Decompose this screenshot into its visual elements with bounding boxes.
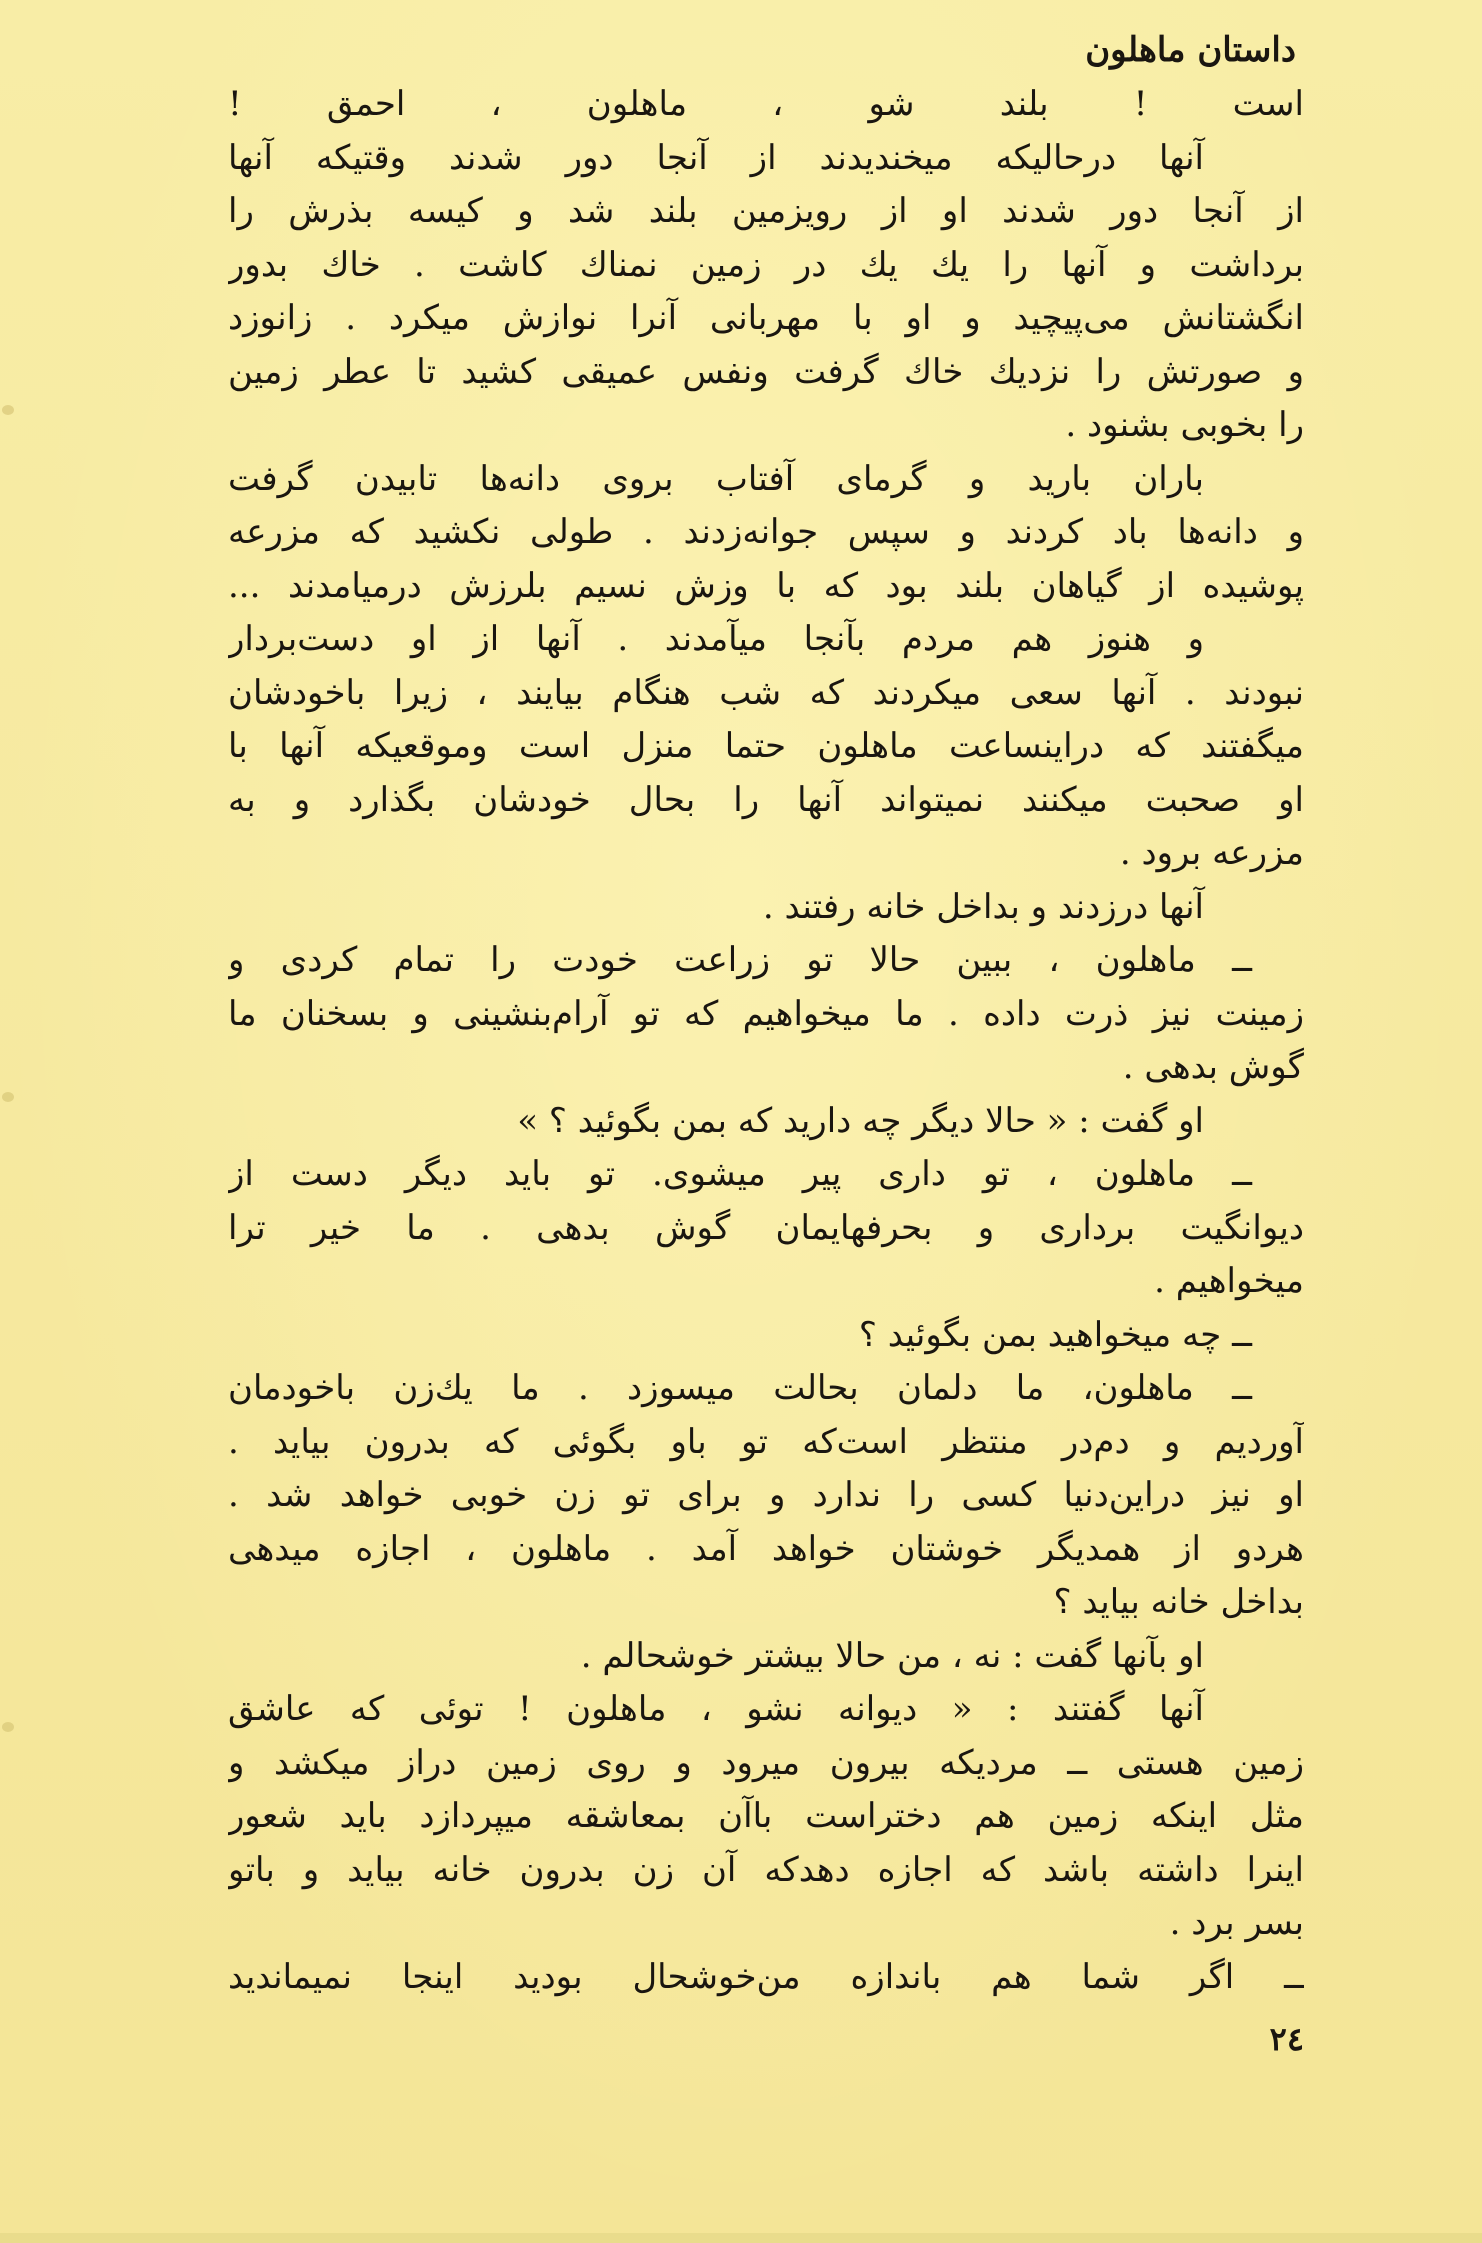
text-line: ــ ماهلون ، تو داری پیر میشوی. تو باید دیگر دست از — [228, 1154, 1252, 1194]
binding-hole — [2, 1092, 14, 1102]
text-line: او نیز دراین‌دنیا کسی را ندارد و برای تو زن خوبی خواهد شد . — [228, 1475, 1304, 1515]
text-line: از آنجا دور شدند او از رویزمین بلند شد و کیسه بذرش را — [228, 191, 1304, 231]
text-line: هردو از همدیگر خوشتان خواهد آمد . ماهلون ، اجازه میدهی — [228, 1528, 1304, 1569]
text-line: زمینت نیز ذرت داده . ما میخواهیم که تو آرام‌بنشینی و بسخنان ما — [228, 993, 1304, 1034]
text-line: میخواهیم . — [1154, 1261, 1304, 1301]
text-line: انگشتانش می‌پیچید و او با مهربانی آنرا نوازش میکرد . زانوزد — [228, 298, 1304, 338]
text-line: مزرعه برود . — [1119, 833, 1304, 873]
binding-hole — [2, 405, 14, 415]
binding-hole — [2, 1722, 14, 1732]
text-line: باران بارید و گرمای آفتاب بروی دانه‌ها تابیدن گرفت — [228, 458, 1204, 499]
text-line: و دانه‌ها باد کردند و سپس جوانه‌زدند . طولی نکشید که مزرعه — [228, 512, 1304, 552]
text-line: آوردیم و دم‌در منتظر است‌که تو باو بگوئی که بدرون بیاید . — [228, 1421, 1304, 1462]
text-line: آنها گفتند : « دیوانه نشو ، ماهلون ! توئی که عاشق — [228, 1689, 1204, 1729]
text-line: و هنوز هم مردم بآنجا میآمدند . آنها از او دست‌بردار — [228, 619, 1204, 659]
text-line: میگفتند که دراینساعت ماهلون حتما منزل است وموقعیکه آنها با — [228, 726, 1304, 766]
text-line: آنها درحالیکه میخندیدند از آنجا دور شدند وقتیکه آنها — [228, 137, 1204, 178]
page-number: ۲٤ — [1269, 2020, 1304, 2058]
text-line: آنها درزدند و بداخل خانه رفتند . — [762, 886, 1204, 927]
text-line: او صحبت میکنند نمیتواند آنها را بحال خودشان بگذارد و به — [228, 779, 1304, 820]
text-line: زمین هستی ــ مردیکه بیرون میرود و روی زمین دراز میکشد و — [228, 1742, 1304, 1783]
text-line: و صورتش را نزدیك خاك گرفت ونفس عمیقی کشید تا عطر زمین — [228, 351, 1304, 392]
text-line: گوش بدهی . — [1122, 1047, 1304, 1087]
text-line: پوشیده از گیاهان بلند بود که با وزش نسیم بلرزش درمیامدند ... — [228, 565, 1304, 606]
text-line: دیوانگیت برداری و بحرفهایمان گوش بدهی . ما خیر ترا — [228, 1207, 1304, 1248]
text-line: را بخوبی بشنود . — [1065, 405, 1304, 445]
text-line: برداشت و آنها را یك یك در زمین نمناك کاشت . خاك بدور — [228, 244, 1304, 285]
text-line: مثل اینکه زمین هم دختراست باآن بمعاشقه میپردازد باید شعور — [228, 1796, 1304, 1836]
running-head: داستان ماهلون — [1085, 30, 1296, 70]
text-line: بسر برد . — [1169, 1903, 1304, 1943]
page-edge — [0, 2233, 1482, 2243]
text-line: بداخل خانه بیاید ؟ — [1053, 1582, 1304, 1622]
text-line: ــ ماهلون، ما دلمان بحالت میسوزد . ما یك‌زن باخودمان — [228, 1368, 1252, 1408]
text-line: نبودند . آنها سعی میکردند که شب هنگام بیایند ، زیرا باخودشان — [228, 672, 1304, 713]
body-text — [228, 78, 1304, 2004]
text-line: ــ اگر شما هم باندازه من‌خوشحال بودید اینجا نمیماندید — [228, 1956, 1304, 1997]
text-line: اینرا داشته باشد که اجازه دهدکه آن زن بدرون خانه بیاید و باتو — [228, 1849, 1304, 1890]
text-line: ــ چه میخواهید بمن بگوئید ؟ — [858, 1314, 1252, 1355]
text-line: او بآنها گفت : نه ، من حالا بیشتر خوشحالم . — [580, 1635, 1204, 1676]
text-line: او گفت : « حالا دیگر چه دارید که بمن بگوئید ؟ » — [517, 1100, 1204, 1141]
text-line: ــ ماهلون ، ببین حالا تو زراعت خودت را تمام کردی و — [228, 940, 1252, 980]
text-line: است ! بلند شو ، ماهلون ، احمق ! — [228, 84, 1304, 124]
